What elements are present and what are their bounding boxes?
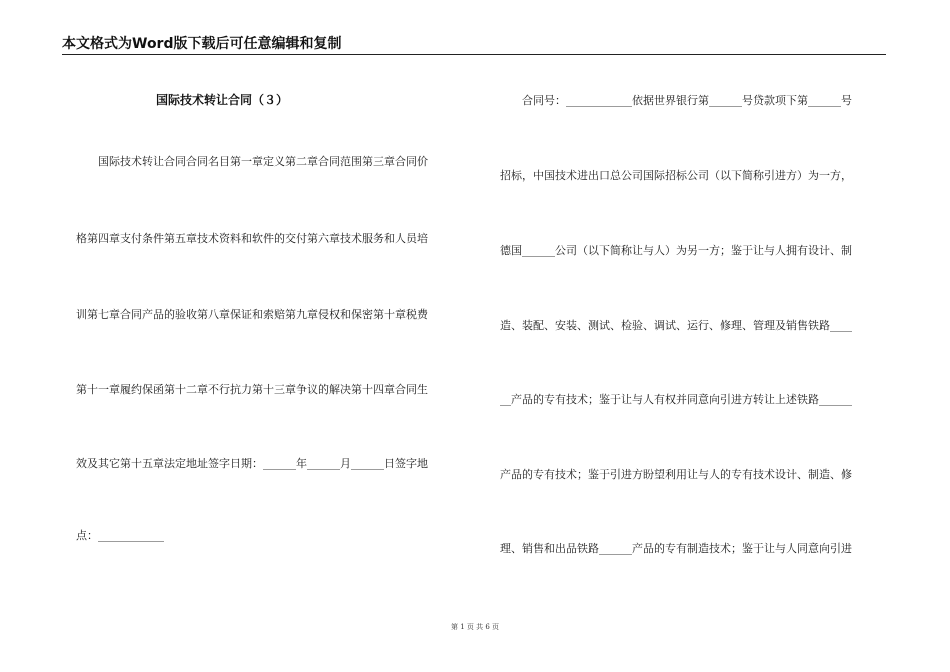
- left-text-line: 第十一章履约保函第十二章不行抗力第十三章争议的解决第十四章合同生: [76, 383, 428, 396]
- left-text-line: 国际技术转让合同合同名目第一章定义第二章合同范围第三章合同价: [76, 155, 428, 168]
- left-text-line: 效及其它第十五章法定地址签字日期：______年______月______日签字地: [76, 457, 428, 470]
- page-number: 第 1 页 共 6 页: [450, 623, 500, 631]
- document-header: 本文格式为Word版下载后可任意编辑和复制: [62, 36, 342, 52]
- contract-title: 国际技术转让合同（３）: [156, 93, 289, 107]
- right-text-line: 产品的专有技术；鉴于引进方盼望利用让与人的专有技术设计、制造、修: [500, 468, 852, 481]
- right-text-line: 造、装配、安装、测试、检验、调试、运行、修理、管理及销售铁路____: [500, 319, 852, 332]
- left-text-line: 训第七章合同产品的验收第八章保证和索赔第九章侵权和保密第十章税费: [76, 308, 428, 321]
- right-text-line: __产品的专有技术；鉴于让与人有权并同意向引进方转让上述铁路______: [500, 393, 852, 406]
- right-text-line: 招标，中国技术进出口总公司国际招标公司（以下简称引进方）为一方，: [500, 169, 852, 182]
- header-divider: [62, 54, 886, 55]
- right-text-line: 合同号：____________依据世界银行第______号贷款项下第______号: [500, 94, 852, 107]
- right-text-line: 理、销售和出品铁路______产品的专有制造技术；鉴于让与人同意向引进: [500, 542, 852, 555]
- left-text-line: 格第四章支付条件第五章技术资料和软件的交付第六章技术服务和人员培: [76, 232, 428, 245]
- right-text-line: 德国______公司（以下简称让与人）为另一方；鉴于让与人拥有设计、制: [500, 244, 852, 257]
- left-text-line: 点：____________: [76, 529, 164, 542]
